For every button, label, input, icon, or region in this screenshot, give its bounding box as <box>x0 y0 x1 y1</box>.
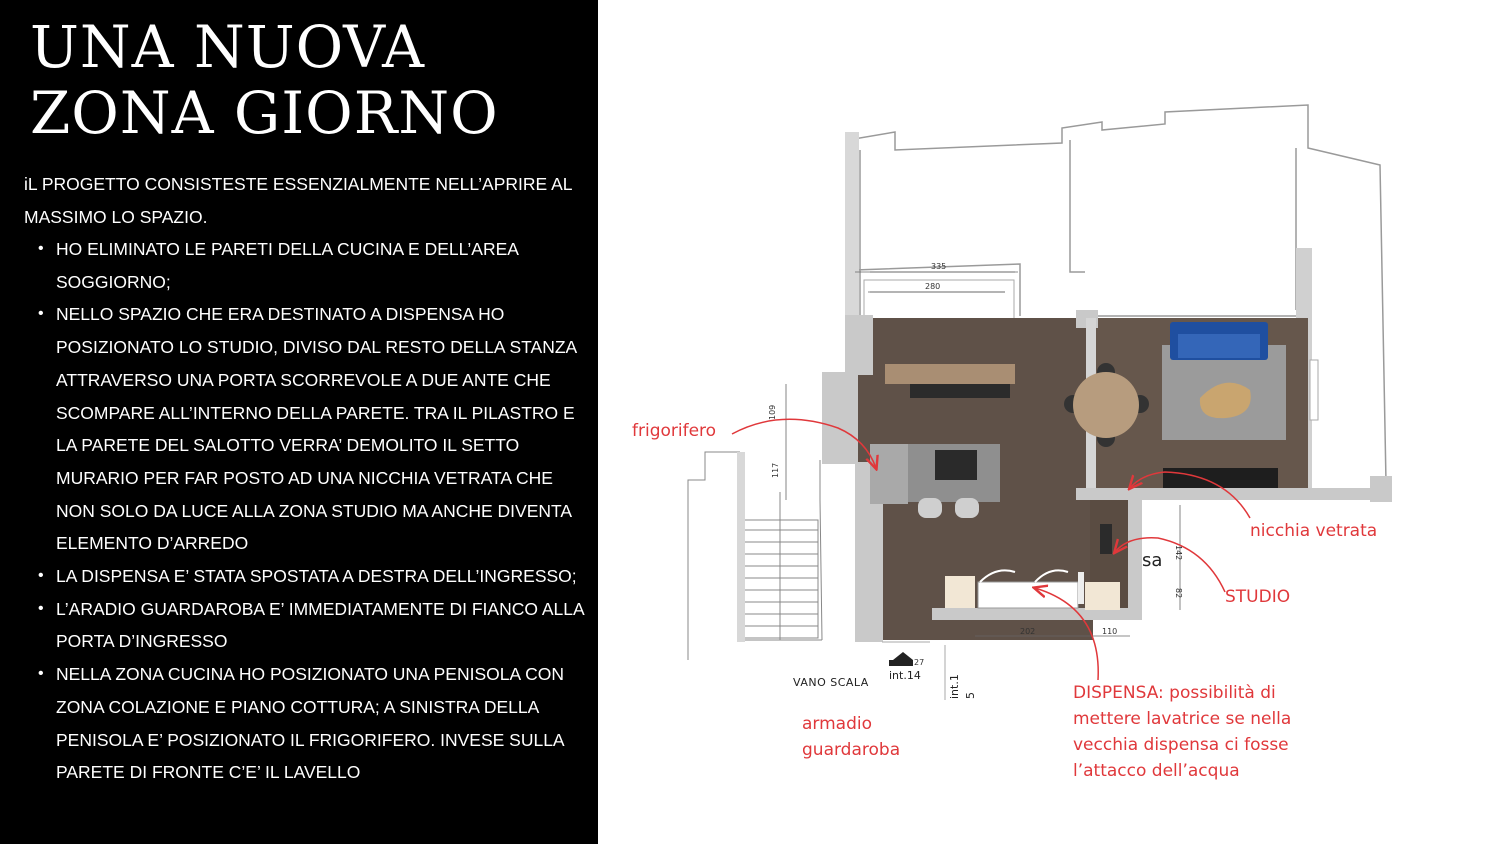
annotation-frigorifero: frigorifero <box>632 421 717 441</box>
fridge <box>870 444 908 504</box>
dim-110: 110 <box>1102 627 1118 636</box>
int14-label: int.14 <box>889 669 921 682</box>
cooktop <box>935 450 977 480</box>
int1-label: int.1 <box>948 674 961 699</box>
text-panel <box>0 0 598 844</box>
dim-142: 142 <box>1174 545 1183 561</box>
annotation-studio: STUDIO <box>1225 587 1291 607</box>
kitchen-counter <box>885 364 1015 384</box>
room-name-fragment: sa <box>1142 550 1163 571</box>
title-line-2: ZONA GIORNO <box>30 79 499 147</box>
bullet-item: • LA DISPENSA E’ STATA SPOSTATA A DESTRA DELL’INGRESSO; <box>24 560 584 593</box>
tv-unit <box>1163 468 1278 488</box>
floor-plan <box>598 0 1500 844</box>
title-line-1: UNA NUOVA <box>30 13 425 81</box>
intro-text: iL PROGETTO CONSISTESTE ESSENZIALMENTE NELL’APRIRE AL MASSIMO LO SPAZIO. <box>24 174 572 227</box>
dim-280: 280 <box>925 282 941 291</box>
bullet-item: • NELLO SPAZIO CHE ERA DESTINATO A DISPENSA HO POSIZIONATO LO STUDIO, DIVISO DAL RESTO DELLA STANZA ATTRAVERSO UNA PORTA SCORREVOLE A DUE ANTE CHE SCOMPARE ALL’INTERNO DELLA PARETE. TRA IL PILASTRO E LA PARETE DEL SALOTTO VERRA’ DEMOLITO IL SETTO MURARIO PER FAR POSTO AD UNA NICCHIA VETRATA CHE NON SOLO DA LUCE ALLA ZONA STUDIO MA ANCHE DIVENTA ELEMENTO D’ARREDO <box>24 298 584 560</box>
slide-title <box>30 14 499 146</box>
annotation-armadio-guardaroba: armadio guardaroba <box>802 714 901 760</box>
annotation-nicchia-vetrata: nicchia vetrata <box>1250 521 1378 541</box>
wardrobe <box>978 582 1078 608</box>
dim-202: 202 <box>1020 627 1036 636</box>
five-label: 5 <box>964 692 977 699</box>
annotation-dispensa: DISPENSA: possibilità di mettere lavatrice se nella vecchia dispensa ci fosse l’attacco dell’acqua <box>1073 683 1292 781</box>
bullet-list <box>24 233 584 789</box>
entrance-arrow-icon <box>893 652 913 660</box>
dim-109: 109 <box>768 404 777 420</box>
dim-27: 27 <box>914 658 925 667</box>
wall-left-upper <box>845 132 859 322</box>
dim-335: 335 <box>931 262 947 271</box>
bullet-item: • NELLA ZONA CUCINA HO POSIZIONATO UNA PENISOLA CON ZONA COLAZIONE E PIANO COTTURA; A SINISTRA DELLA PENISOLA E’ POSIZIONATO IL FRIGORIFERO. INVESE SULLA PARETE DI FRONTE C’E’ IL LAVELLO <box>24 658 584 789</box>
wall-left <box>822 372 858 464</box>
dim-82: 82 <box>1174 588 1183 599</box>
dim-117: 117 <box>771 462 780 478</box>
bullet-item: • L’ARADIO GUARDAROBA E’ IMMEDIATAMENTE DI FIANCO ALLA PORTA D’INGRESSO <box>24 593 584 658</box>
stairwell <box>688 452 822 660</box>
bullet-item: • HO ELIMINATO LE PARETI DELLA CUCINA E DELL’AREA SOGGIORNO; <box>24 233 584 298</box>
vano-scala-label: VANO SCALA <box>793 676 869 689</box>
